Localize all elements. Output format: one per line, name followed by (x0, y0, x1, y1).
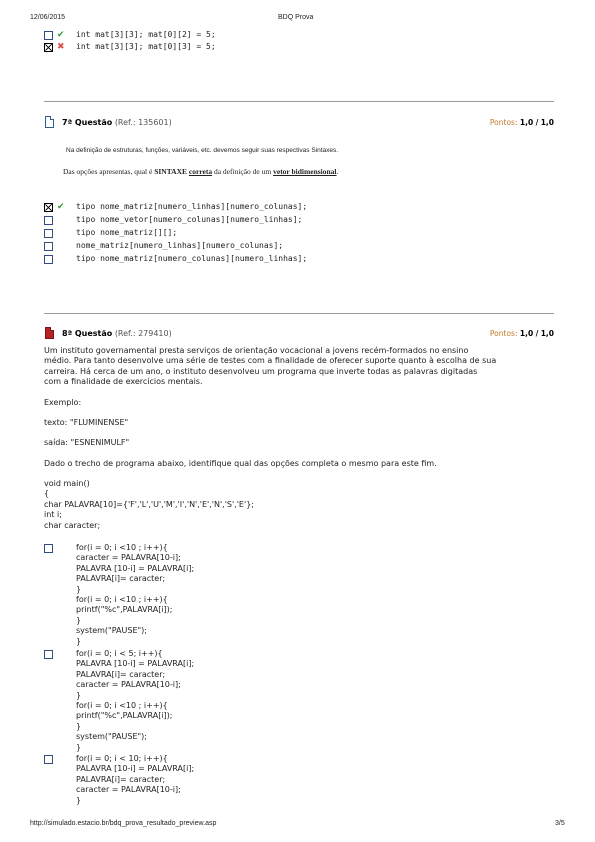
option-code-line: PALAVRA [10-i] = PALAVRA[i]; (76, 764, 195, 774)
option-text: nome_matriz[numero_linhas][numero_colunas]; (76, 241, 284, 250)
question-number: 7ª Questão (62, 118, 113, 127)
option-code-line: caracter = PALAVRA[10-i]; (76, 680, 181, 690)
question-number: 8ª Questão (62, 329, 113, 338)
option-code-line: } (76, 636, 82, 646)
points-sep: / (535, 329, 539, 338)
document-red-icon (45, 327, 54, 339)
example-input: texto: "FLUMINENSE" (44, 418, 129, 427)
option-code-line: } (76, 742, 82, 752)
points-sep: / (535, 118, 539, 127)
option-checkbox[interactable] (44, 255, 53, 264)
option-text: int mat[3][3]; mat[0][2] = 5; (76, 30, 216, 39)
option-code-line: PALAVRA[i]= caracter; (76, 774, 166, 784)
option-code-line: for(i = 0; i < 10; i++){ (76, 754, 168, 763)
option-code-line: for(i = 0; i <10 ; i++){ (76, 543, 168, 552)
option-code-line: for(i = 0; i <10 ; i++){ (76, 595, 168, 604)
option-checkbox-selected[interactable] (44, 43, 53, 52)
question-points (490, 118, 554, 127)
option-code-line: } (76, 615, 82, 625)
points-total: 1,0 (540, 329, 554, 338)
question-statement-line: com a finalidade de exercícios mentais. (44, 377, 203, 387)
option-checkbox[interactable] (44, 650, 53, 659)
question-statement-line: carreira. Há cerca de um ano, o instituto desenvolveu um programa que inverte todas as palavras digitadas (44, 366, 478, 376)
question-task: Dado o trecho de programa abaixo, identifique qual das opções completa o mesmo para este fim. (44, 459, 437, 468)
example-label: Exemplo: (44, 398, 82, 407)
option-code-line: PALAVRA [10-i] = PALAVRA[i]; (76, 659, 195, 669)
question-heading (62, 118, 172, 127)
example-output: saída: "ESNENIMULF" (44, 438, 130, 447)
option-checkbox[interactable] (44, 755, 53, 764)
option-text: tipo nome_vetor[numero_colunas][numero_linhas]; (76, 215, 303, 224)
question-intro: Na definição de estruturas, funções, variáveis, etc. devemos seguir suas respectivas Sintaxes. (66, 147, 339, 154)
points-total: 1,0 (540, 118, 554, 127)
option-text: tipo nome_matriz[][]; (76, 228, 178, 237)
code-line: char caracter; (44, 520, 101, 530)
option-code-line: PALAVRA [10-i] = PALAVRA[i]; (76, 563, 195, 573)
option-code-line: printf("%c",PALAVRA[i]); (76, 711, 173, 721)
print-date: 12/06/2015 (30, 14, 66, 21)
question-statement-line: médio. Para tanto desenvolve uma série de testes com a finalidade de oferecer suporte quanto à escolha de sua (44, 356, 497, 366)
question-points (490, 329, 554, 338)
option-code-line: PALAVRA[i]= caracter; (76, 574, 166, 584)
option-code-line: printf("%c",PALAVRA[i]); (76, 605, 173, 615)
option-checkbox[interactable] (44, 31, 53, 40)
code-line: void main() (44, 479, 90, 488)
x-icon: ✖ (57, 42, 65, 52)
option-code-line: for(i = 0; i <10 ; i++){ (76, 701, 168, 710)
code-line: { (44, 489, 50, 499)
option-code-line: } (76, 721, 82, 731)
option-code-line: system("PAUSE"); (76, 732, 147, 742)
question-statement-line: Um instituto governamental presta serviços de orientação vocacional a jovens recém-formados no ensino (44, 346, 469, 355)
option-checkbox[interactable] (44, 216, 53, 225)
page-header-title: BDQ Prova (278, 14, 314, 21)
option-code-line: caracter = PALAVRA[10-i]; (76, 553, 181, 563)
question-prompt: Das opções apresentas, qual é SINTAXE correta da definição de um vetor bidimensional. (63, 167, 339, 176)
check-icon: ✔ (57, 30, 65, 40)
question-divider (44, 313, 554, 314)
points-value: 1,0 (519, 118, 534, 127)
check-icon: ✔ (57, 202, 65, 212)
option-text: int mat[3][3]; mat[0][3] = 5; (76, 42, 216, 51)
option-checkbox-selected[interactable] (44, 203, 53, 212)
question-heading (62, 329, 172, 338)
question-divider (44, 101, 554, 102)
question-ref: (Ref.: 279410) (114, 329, 172, 338)
print-url: http://simulado.estacio.br/bdq_prova_resultado_preview.asp (30, 820, 217, 827)
option-text: tipo nome_matriz[numero_colunas][numero_linhas]; (76, 254, 308, 263)
code-line: char PALAVRA[10]={'F','L','U','M','I','N','E','N','S','E'}; (44, 499, 254, 509)
option-checkbox[interactable] (44, 242, 53, 251)
option-code-line: } (76, 690, 82, 700)
option-checkbox[interactable] (44, 544, 53, 553)
option-text: tipo nome_matriz[numero_linhas][numero_colunas]; (76, 202, 308, 211)
option-code-line: for(i = 0; i < 5; i++){ (76, 649, 163, 658)
option-code-line: PALAVRA[i]= caracter; (76, 669, 166, 679)
document-icon (45, 116, 54, 128)
points-value: 1,0 (519, 329, 534, 338)
points-label: Pontos: (489, 118, 518, 127)
option-checkbox[interactable] (44, 229, 53, 238)
print-page-number: 3/5 (555, 820, 565, 827)
code-line: int i; (44, 510, 62, 520)
option-code-line: } (76, 795, 82, 805)
option-code-line: system("PAUSE"); (76, 626, 147, 636)
question-ref: (Ref.: 135601) (114, 118, 172, 127)
points-label: Pontos: (489, 329, 518, 338)
option-code-line: } (76, 584, 82, 594)
option-code-line: caracter = PALAVRA[10-i]; (76, 785, 181, 795)
